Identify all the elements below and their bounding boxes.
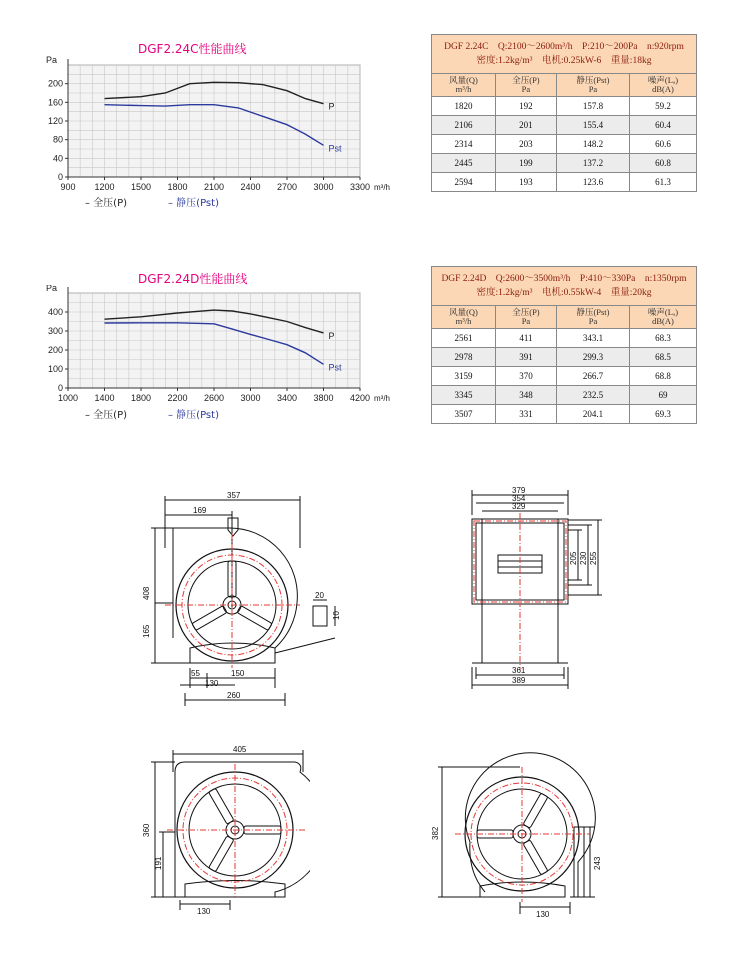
dim-360: 360 <box>142 823 151 837</box>
x-tick-label: 4200 <box>349 393 371 403</box>
dim-260: 260 <box>227 691 241 700</box>
dim-130-c: 130 <box>536 910 550 919</box>
dim-169: 169 <box>193 506 207 515</box>
drawing-side-view <box>135 488 365 718</box>
dim-405: 405 <box>233 745 247 754</box>
col-airflow: 风量(Q) m³/h <box>432 306 496 329</box>
table-row: 3507 331 204.1 69.3 <box>432 405 697 424</box>
chart-2-title: DGF2.24D性能曲线 <box>138 272 248 286</box>
dim-354: 354 <box>512 494 526 503</box>
table-row: 2445 199 137.2 60.8 <box>432 154 697 173</box>
x-tick-label: 2200 <box>167 393 188 403</box>
table-row: 2314 203 148.2 60.6 <box>432 135 697 154</box>
x-tick-label: 3000 <box>240 393 261 403</box>
x-unit-label: m³/h <box>374 183 390 192</box>
drawing-side-view-3 <box>430 742 605 922</box>
y-unit-label: Pa <box>46 55 58 65</box>
chart-1-performance-curve <box>30 55 410 205</box>
dim-382: 382 <box>431 826 440 840</box>
y-tick-label: 200 <box>47 78 63 89</box>
dim-205: 205 <box>569 551 578 565</box>
dim-20: 20 <box>315 591 324 600</box>
table-row: 3345 348 232.5 69 <box>432 386 697 405</box>
dim-230: 230 <box>579 551 588 565</box>
x-unit-label: m³/h <box>374 394 390 403</box>
y-tick-label: 300 <box>47 326 63 336</box>
dim-329: 329 <box>512 502 526 511</box>
x-tick-label: 900 <box>60 182 76 192</box>
col-static-pressure: 静压(Pst) Pa <box>556 306 629 329</box>
col-noise: 噪声(Lₐ) dB(A) <box>630 74 697 97</box>
dim-165: 165 <box>142 624 151 638</box>
dim-130: 130 <box>205 679 219 688</box>
table-row: 2594 193 123.6 61.3 <box>432 173 697 192</box>
drawing-side-view-2 <box>135 742 310 917</box>
dim-408: 408 <box>142 586 151 600</box>
dim-389: 389 <box>512 676 526 685</box>
table-row: 2978 391 299.3 68.5 <box>432 348 697 367</box>
col-noise: 噪声(Lₐ) dB(A) <box>630 306 697 329</box>
y-tick-label: 400 <box>47 307 63 317</box>
dim-379: 379 <box>512 486 526 495</box>
col-static-pressure: 静压(Pst) Pa <box>556 74 629 97</box>
y-tick-label: 40 <box>52 153 63 164</box>
chart-2-legend-static: – 静压(Pst) <box>168 410 219 421</box>
col-total-pressure: 全压(P) Pa <box>495 306 556 329</box>
series-label-p: P <box>328 330 335 341</box>
chart-1-title: DGF2.24C性能曲线 <box>138 42 247 56</box>
col-airflow: 风量(Q) m³/h <box>432 74 496 97</box>
y-tick-label: 120 <box>47 116 63 126</box>
x-tick-label: 1000 <box>57 393 79 403</box>
dim-361: 361 <box>512 666 526 675</box>
table-1-header: DGF 2.24C Q:2100～2600m³/h P:210～200Pa n:920rpm 密度:1.2kg/m³ 电机:0.25kW-6 重量:18kg <box>432 35 697 74</box>
x-tick-label: 2700 <box>276 182 298 192</box>
x-tick-label: 1200 <box>94 182 115 192</box>
x-tick-label: 2100 <box>203 182 225 192</box>
dim-130-b: 130 <box>197 907 211 916</box>
y-tick-label: 80 <box>52 134 63 145</box>
y-unit-label: Pa <box>46 285 58 293</box>
x-tick-label: 1800 <box>167 182 188 192</box>
dim-255: 255 <box>589 551 598 565</box>
drawing-front-view <box>460 485 610 695</box>
x-tick-label: 2600 <box>203 393 225 403</box>
table-row: 3159 370 266.7 68.8 <box>432 367 697 386</box>
dim-55: 55 <box>191 669 200 678</box>
dim-10: 10 <box>332 611 341 620</box>
chart-2-performance-curve <box>30 285 410 415</box>
dim-150: 150 <box>231 669 245 678</box>
table-row: 1820 192 157.8 59.2 <box>432 97 697 116</box>
dim-357: 357 <box>227 491 241 500</box>
table-row: 2561 411 343.1 68.3 <box>432 329 697 348</box>
chart-1-legend-static: – 静压(Pst) <box>168 198 219 209</box>
x-tick-label: 1800 <box>130 393 152 403</box>
x-tick-label: 1500 <box>130 182 152 192</box>
x-tick-label: 3000 <box>313 182 334 192</box>
table-row: 2106 201 155.4 60.4 <box>432 116 697 135</box>
dim-191: 191 <box>154 856 163 870</box>
col-total-pressure: 全压(P) Pa <box>495 74 556 97</box>
chart-2-legend-total: – 全压(P) <box>85 410 128 421</box>
table-2-header: DGF 2.24D Q:2600～3500m³/h P:410～330Pa n:1350rpm 密度:1.2kg/m³ 电机:0.55kW-4 重量:20kg <box>432 267 697 306</box>
series-label-p: P <box>328 101 335 112</box>
y-tick-label: 160 <box>47 97 63 108</box>
series-label-pst: Pst <box>328 362 342 373</box>
series-label-pst: Pst <box>328 143 342 154</box>
chart-1-legend-total: – 全压(P) <box>85 198 128 209</box>
x-tick-label: 3400 <box>276 393 298 403</box>
x-tick-label: 3300 <box>349 182 371 192</box>
x-tick-label: 3800 <box>313 393 334 403</box>
x-tick-label: 2400 <box>240 182 261 192</box>
y-tick-label: 200 <box>47 345 63 355</box>
x-tick-label: 1400 <box>94 393 115 403</box>
y-tick-label: 0 <box>57 172 63 182</box>
spec-table-dgf224c <box>431 34 697 192</box>
y-tick-label: 0 <box>57 383 63 393</box>
dim-243: 243 <box>593 856 602 870</box>
y-tick-label: 100 <box>47 364 63 374</box>
spec-table-dgf224d <box>431 266 697 424</box>
